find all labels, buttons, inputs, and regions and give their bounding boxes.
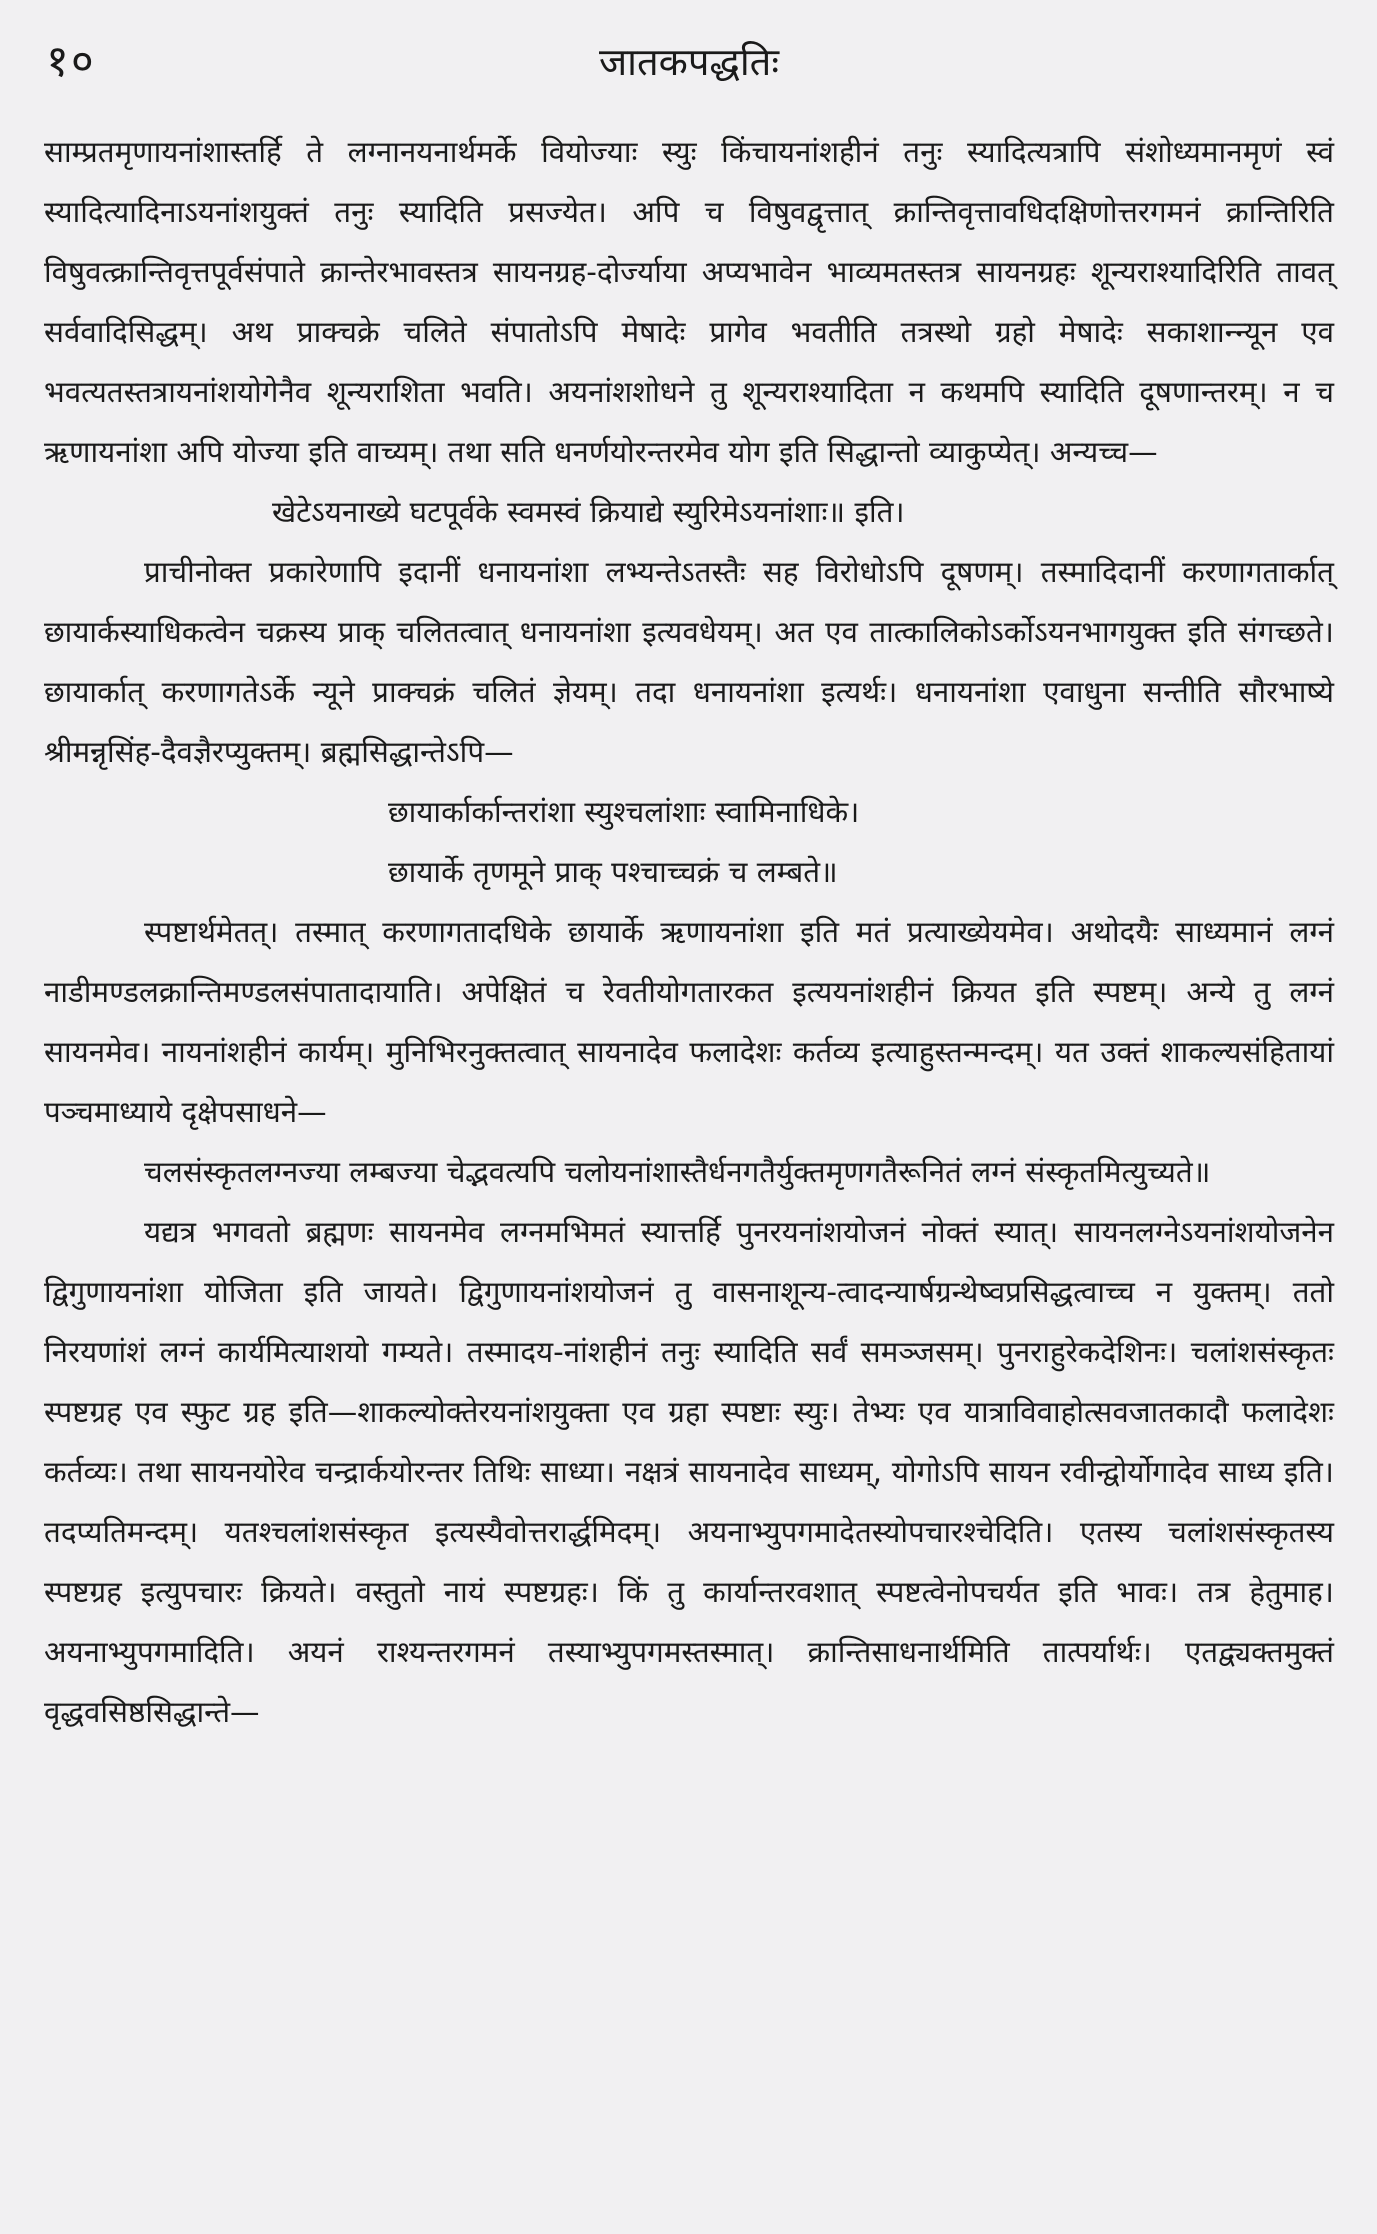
verse-quote-1: खेटेऽयनाख्ये घटपूर्वके स्वमस्वं क्रियाद्ये स्युरिमेऽयनांशाः॥ इति। <box>272 495 905 529</box>
paragraph-3: स्पष्टार्थमेतत्। तस्मात् करणागतादधिके छायार्के ऋणायनांशा इति मतं प्रत्याख्येयमेव। अथोदयैः साध्यमानं लग्नं नाडीमण्डलक्रान्तिमण्डलसंपातादायाति। अपेक्षितं च रेवतीयोगतारकत इत्ययनांशहीनं क्रियत इति स्पष्टम्। अन्ये तु लग्नं सायनमेव। नायनांशहीनं कार्यम्। मुनिभिरनुक्तत्वात् सायनादेव फलादेशः कर्तव्य इत्याहुस्तन्मन्दम्। यत उक्तं शाकल्यसंहितायां पञ्चमाध्याये दृक्षेपसाधने— <box>44 915 1334 1129</box>
page-body <box>44 122 1334 1742</box>
paragraph-4-quote: चलसंस्कृतलग्नज्या लम्बज्या चेद्भवत्यपि चलोयनांशास्तैर्धनगतैर्युक्तमृणगतैरूनितं लग्नं संस्कृतमित्युच्यते॥ <box>144 1155 1211 1189</box>
page-header <box>44 30 1334 94</box>
page-number: १० <box>46 36 96 87</box>
paragraph-2: प्राचीनोक्त प्रकारेणापि इदानीं धनायनांशा लभ्यन्तेऽतस्तैः सह विरोधोऽपि दूषणम्। तस्मादिदानीं करणागतार्कात् छायार्कस्याधिकत्वेन चक्रस्य प्राक् चलितत्वात् धनायनांशा इत्यवधेयम्। अत एव तात्कालिकोऽर्कोऽयनभागयुक्त इति संगच्छते। छायार्कात् करणागतेऽर्के न्यूने प्राक्चक्रं चलितं ज्ञेयम्। तदा धनायनांशा इत्यर्थः। धनायनांशा एवाधुना सन्तीति सौरभाष्ये श्रीमन्नृसिंह-दैवज्ञैरप्युक्तम्। ब्रह्मसिद्धान्तेऽपि— <box>44 555 1334 769</box>
paragraph-5: यद्यत्र भगवतो ब्रह्मणः सायनमेव लग्नमभिमतं स्यात्तर्हि पुनरयनांशयोजनं नोक्तं स्यात्। सायनलग्नेऽयनांशयोजनेन द्विगुणायनांशा योजिता इति जायते। द्विगुणायनांशयोजनं तु वासनाशून्य-त्वादन्यार्षग्रन्थेष्वप्रसिद्धत्वाच्च न युक्तम्। ततो निरयणांशं लग्नं कार्यमित्याशयो गम्यते। तस्मादय-नांशहीनं तनुः स्यादिति सर्वं समञ्जसम्। पुनराहुरेकदेशिनः। चलांशसंस्कृतः स्पष्टग्रह एव स्फुट ग्रह इति—शाकल्योक्तेरयनांशयुक्ता एव ग्रहा स्पष्टाः स्युः। तेभ्यः एव यात्राविवाहोत्सवजातकादौ फलादेशः कर्तव्यः। तथा सायनयोरेव चन्द्रार्कयोरन्तर तिथिः साध्या। नक्षत्रं सायनादेव साध्यम्, योगोऽपि सायन रवीन्द्वोर्योगादेव साध्य इति। तदप्यतिमन्दम्। यतश्चलांशसंस्कृत इत्यस्यैवोत्तरार्द्धमिदम्। अयनाभ्युपगमादेतस्योपचारश्चेदिति। एतस्य चलांशसंस्कृतस्य स्पष्टग्रह इत्युपचारः क्रियते। वस्तुतो नायं स्पष्टग्रहः। किं तु कार्यान्तरवशात् स्पष्टत्वेनोपचर्यत इति भावः। तत्र हेतुमाह। अयनाभ्युपगमादिति। अयनं राश्यन्तरगमनं तस्याभ्युपगमस्तस्मात्। क्रान्तिसाधनार्थमिति तात्पर्यार्थः। एतद्व्यक्तमुक्तं वृद्धवसिष्ठसिद्धान्ते— <box>44 1215 1334 1729</box>
running-title: जातकपद्धतिः <box>598 40 779 84</box>
verse-quote-2-line-2: छायार्के तृणमूने प्राक् पश्चाच्चक्रं च लम्बते॥ <box>388 855 838 889</box>
book-page <box>44 30 1334 2220</box>
verse-quote-2-line-1: छायार्कार्कान्तरांशा स्युश्चलांशाः स्वामिनाधिके। <box>388 795 860 829</box>
paragraph-1: साम्प्रतमृणायनांशास्तर्हि ते लग्नानयनार्थमर्के वियोज्याः स्युः किंचायनांशहीनं तनुः स्यादित्यत्रापि संशोध्यमानमृणं स्वं स्यादित्यादिनाऽयनांशयुक्तं तनुः स्यादिति प्रसज्येत। अपि च विषुवद्वृत्तात् क्रान्तिवृत्तावधिदक्षिणोत्तरगमनं क्रान्तिरिति विषुवत्क्रान्तिवृत्तपूर्वसंपाते क्रान्तेरभावस्तत्र सायनग्रह-दोर्ज्याया अप्यभावेन भाव्यमतस्तत्र सायनग्रहः शून्यराश्यादिरिति तावत् सर्ववादिसिद्धम्। अथ प्राक्चक्रे चलिते संपातोऽपि मेषादेः प्रागेव भवतीति तत्रस्थो ग्रहो मेषादेः सकाशान्न्यून एव भवत्यतस्तत्रायनांशयोगेनैव शून्यराशिता भवति। अयनांशशोधने तु शून्यराश्यादिता न कथमपि स्यादिति दूषणान्तरम्। न च ऋणायनांशा अपि योज्या इति वाच्यम्। तथा सति धनर्णयोरन्तरमेव योग इति सिद्धान्तो व्याकुप्येत्। अन्यच्च— <box>44 135 1334 469</box>
